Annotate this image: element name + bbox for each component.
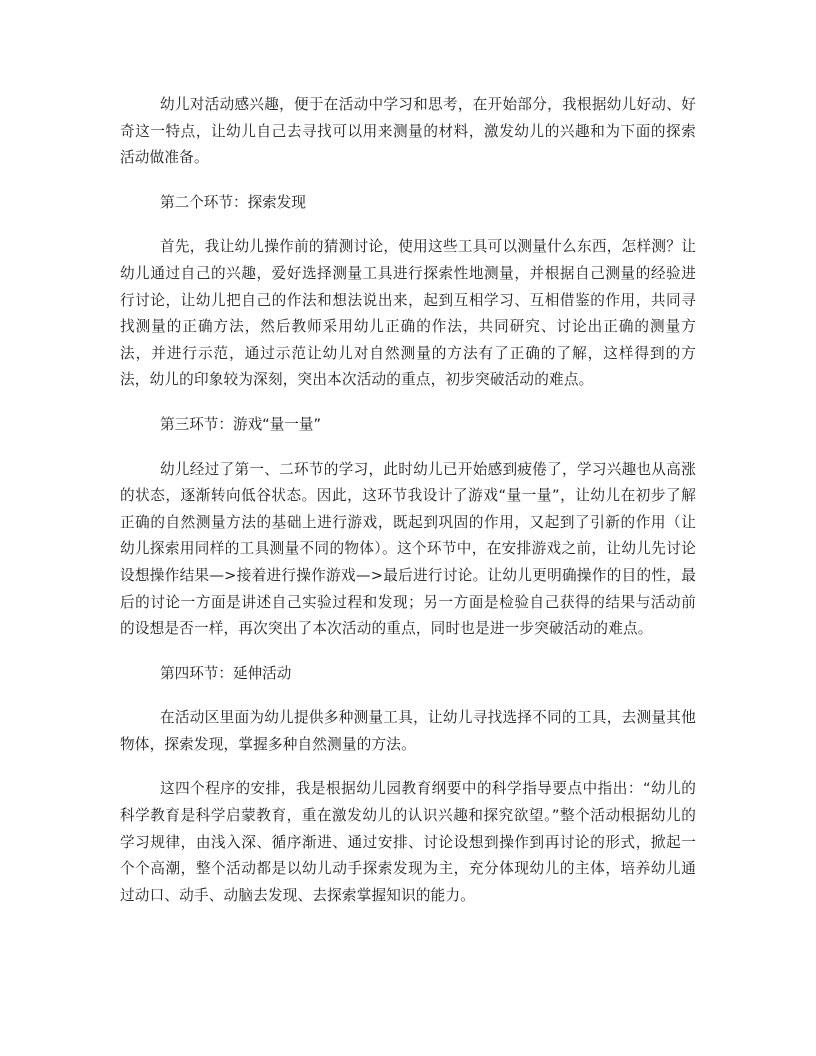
spacer — [120, 216, 696, 234]
section-heading-3: 第三环节：游戏“量一量” — [160, 415, 322, 433]
spacer — [120, 643, 696, 661]
paragraph-summary: 这四个程序的安排，我是根据幼儿园教育纲要中的科学指导要点中指出：“幼儿的科学教育是科学启蒙教育，重在激发幼儿的认识兴趣和探究欲望。”整个活动根据幼儿的学习规律，由浅入深、循序渐进、通过安排、讨论设想到操作到再讨论的形式，掀起一个个高潮，整个活动都是以幼儿动手探索发现为主，充分体现幼儿的主体，培养幼儿通过动口、动手、动脑去发现、去探索掌握知识的能力。 — [120, 780, 696, 904]
spacer — [120, 172, 696, 190]
paragraph-game: 幼儿经过了第一、二环节的学习，此时幼儿已开始感到疲倦了，学习兴趣也从高涨的状态，逐渐转向低谷状态。因此，这环节我设计了游戏“量一量”，让幼儿在初步了解正确的自然测量方法的基础上进行游戏，既起到巩固的作用，又起到了引新的作用（让幼儿探索用同样的工具测量不同的物体）。这个环节中，在安排游戏之前，让幼儿先讨论设想操作结果—>接着进行操作游戏—>最后进行讨论。让幼儿更明确操作的目的性，最后的讨论一方面是讲述自己实验过程和发现；另一方面是检验自己获得的结果与活动前的设想是否一样，再次突出了本次活动的重点，同时也是进一步突破活动的难点。 — [120, 460, 696, 638]
document-page — [120, 92, 696, 909]
spacer — [120, 439, 696, 457]
spacer — [120, 687, 696, 705]
spacer — [120, 394, 696, 412]
spacer — [120, 758, 696, 776]
paragraph-extension: 在活动区里面为幼儿提供多种测量工具，让幼儿寻找选择不同的工具，去测量其他物体，探索发现，掌握多种自然测量的方法。 — [120, 709, 696, 753]
paragraph-intro: 幼儿对活动感兴趣，便于在活动中学习和思考，在开始部分，我根据幼儿好动、好奇这一特点，让幼儿自己去寻找可以用来测量的材料，激发幼儿的兴趣和为下面的探索活动做准备。 — [120, 96, 696, 167]
section-heading-2: 第二个环节：探索发现 — [160, 193, 306, 211]
paragraph-explore: 首先，我让幼儿操作前的猜测讨论，使用这些工具可以测量什么东西，怎样测？让幼儿通过自己的兴趣，爱好选择测量工具进行探索性地测量，并根据自己测量的经验进行讨论，让幼儿把自己的作法和想法说出来，起到互相学习、互相借鉴的作用，共同寻找测量的正确方法，然后教师采用幼儿正确的作法，共同研究、讨论出正确的测量方法，并进行示范，通过示范让幼儿对自然测量的方法有了正确的了解，这样得到的方法，幼儿的印象较为深刻，突出本次活动的重点，初步突破活动的难点。 — [120, 238, 696, 389]
section-heading-4: 第四环节：延伸活动 — [160, 664, 292, 682]
